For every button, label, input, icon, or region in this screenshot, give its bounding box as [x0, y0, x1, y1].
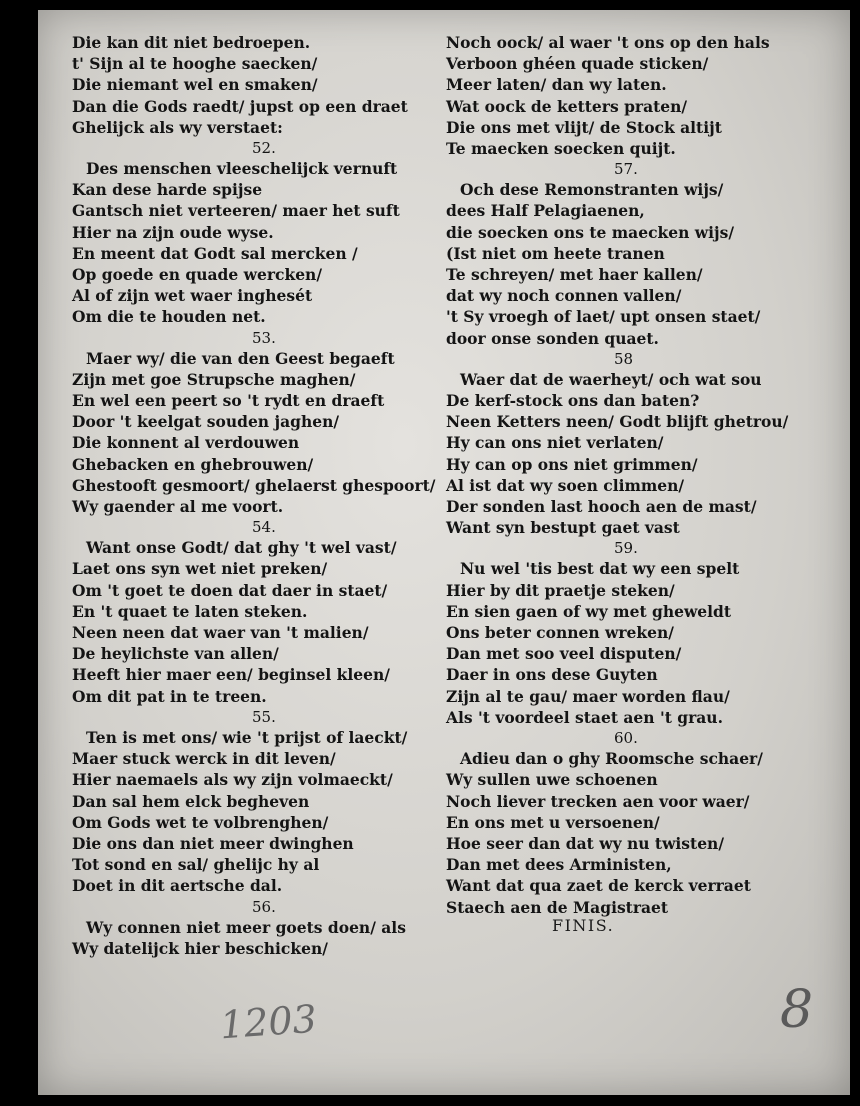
stanza-number: 56. — [252, 897, 276, 916]
verse-line: Zijn met goe Strupsche maghen/ — [72, 369, 356, 389]
verse-line: Nu wel 'tis best dat wy een spelt — [460, 559, 740, 579]
verse-line: Waer dat de waerheyt/ och wat sou — [460, 369, 762, 389]
verse-line: Om die te houden net. — [72, 307, 266, 327]
verse-line: En 't quaet te laten steken. — [72, 601, 308, 621]
verse-line: Des menschen vleeschelijck vernuft — [86, 159, 398, 179]
verse-line: Die ons met vlijt/ de Stock altijt — [446, 117, 722, 137]
verse-line: Kan dese harde spijse — [72, 180, 263, 200]
stanza-number: 52. — [252, 139, 276, 158]
verse-line: Als 't voordeel staet aen 't grau. — [446, 707, 723, 727]
verse-line: Doet in dit aertsche dal. — [72, 876, 283, 896]
verse-line: Om Gods wet te volbrenghen/ — [72, 812, 329, 832]
left-column — [72, 32, 472, 959]
verse-line: Te maecken soecken quijt. — [446, 139, 676, 159]
stanza — [446, 728, 846, 918]
verse-line: dat wy noch connen vallen/ — [446, 286, 682, 306]
verse-line: Ghebacken en ghebrouwen/ — [72, 454, 314, 474]
verse-line: Dan sal hem elck begheven — [72, 791, 310, 811]
verse-line: Daer in ons dese Guyten — [446, 665, 658, 685]
verse-line: Want dat qua zaet de kerck verraet — [446, 876, 751, 896]
verse-line: Neen Ketters neen/ Godt blijft ghetrou/ — [446, 412, 789, 432]
verse-line: En wel een peert so 't rydt en draeft — [72, 391, 385, 411]
verse-line: Laet ons syn wet niet preken/ — [72, 559, 328, 579]
verse-line: Neen neen dat waer van 't malien/ — [72, 623, 369, 643]
verse-line: Die ons dan niet meer dwinghen — [72, 833, 354, 853]
verse-line: Die kan dit niet bedroepen. — [72, 33, 311, 52]
stanza — [446, 159, 846, 349]
verse-line: Och dese Remonstranten wijs/ — [460, 180, 724, 200]
verse-line: Hier na zijn oude wyse. — [72, 222, 274, 242]
stanza — [446, 349, 846, 539]
stanza — [72, 517, 472, 707]
verse-line: Dan die Gods raedt/ jupst op een draet — [72, 96, 408, 116]
verse-line: Te schreyen/ met haer kallen/ — [446, 265, 703, 285]
verse-line: Ten is met ons/ wie 't prijst of laeckt/ — [86, 727, 408, 747]
handwritten-page-number: 8 — [780, 980, 814, 1040]
verse-line: Wy datelijck hier beschicken/ — [72, 938, 328, 958]
verse-line: Staech aen de Magistraet — [446, 897, 669, 917]
stanza — [72, 707, 472, 897]
verse-line: Meer laten/ dan wy laten. — [446, 75, 667, 95]
handwritten-catalog-number: 1203 — [218, 996, 319, 1048]
verse-line: Om dit pat in te treen. — [72, 686, 267, 706]
verse-line: 't Sy vroegh of laet/ upt onsen staet/ — [446, 307, 761, 327]
verse-line: Der sonden last hooch aen de mast/ — [446, 497, 757, 517]
verse-line: Al of zijn wet waer inghesét — [72, 286, 313, 306]
verse-line: Ghestooft gesmoort/ ghelaerst ghespoort/ — [72, 475, 436, 495]
verse-line: Al ist dat wy soen climmen/ — [446, 475, 685, 495]
book-page — [38, 10, 850, 1095]
verse-line: Wat oock de ketters praten/ — [446, 96, 688, 116]
verse-line: Ons beter connen wreken/ — [446, 623, 674, 643]
verse-line: dees Half Pelagiaenen, — [446, 201, 645, 221]
verse-line: Hier naemaels als wy zijn volmaeckt/ — [72, 770, 393, 790]
stanza-number: 53. — [252, 328, 276, 347]
stanza — [72, 138, 472, 328]
verse-line: Want onse Godt/ dat ghy 't wel vast/ — [86, 538, 397, 558]
stanza — [72, 32, 472, 138]
verse-line: Zijn al te gau/ maer worden flau/ — [446, 686, 730, 706]
verse-line: Want syn bestupt gaet vast — [446, 518, 680, 538]
verse-line: Die konnent al verdouwen — [72, 433, 300, 453]
verse-line: Heeft hier maer een/ beginsel kleen/ — [72, 665, 390, 685]
verse-line: Dan met soo veel disputen/ — [446, 644, 682, 664]
verse-line: (Ist niet om heete tranen — [446, 243, 665, 263]
verse-line: Verboon ghéen quade sticken/ — [446, 54, 709, 74]
stanza — [72, 328, 472, 518]
verse-line: Om 't goet te doen dat daer in staet/ — [72, 580, 388, 600]
verse-line: De kerf-stock ons dan baten? — [446, 391, 700, 411]
verse-line: die soecken ons te maecken wijs/ — [446, 222, 734, 242]
verse-line: Dan met dees Arministen, — [446, 855, 672, 875]
verse-line: Ghelijck als wy verstaet: — [72, 117, 283, 137]
verse-line: Wy connen niet meer goets doen/ als — [86, 917, 406, 937]
right-column — [446, 32, 846, 918]
verse-line: Op goede en quade wercken/ — [72, 265, 322, 285]
verse-line: t' Sijn al te hooghe saecken/ — [72, 54, 318, 74]
verse-line: Wy sullen uwe schoenen — [446, 770, 658, 790]
verse-line: Hy can op ons niet grimmen/ — [446, 454, 698, 474]
verse-line: Adieu dan o ghy Roomsche schaer/ — [460, 749, 763, 769]
stanza — [446, 538, 846, 728]
stanza-number: 58 — [614, 349, 634, 368]
verse-line: Wy gaender al me voort. — [72, 497, 284, 517]
verse-line: Door 't keelgat souden jaghen/ — [72, 412, 340, 432]
verse-line: Noch oock/ al waer 't ons op den hals — [446, 33, 770, 52]
verse-line: Hoe seer dan dat wy nu twisten/ — [446, 833, 724, 853]
verse-line: Tot sond en sal/ ghelijc hy al — [72, 855, 320, 875]
stanza-number: 57. — [614, 160, 638, 179]
stanza — [446, 32, 846, 159]
verse-line: En sien gaen of wy met gheweldt — [446, 601, 732, 621]
finis-text: FINIS. — [552, 916, 615, 935]
verse-line: En meent dat Godt sal mercken / — [72, 243, 358, 263]
verse-line: En ons met u versoenen/ — [446, 812, 660, 832]
verse-line: Gantsch niet verteeren/ maer het suft — [72, 201, 400, 221]
verse-line: Maer stuck werck in dit leven/ — [72, 749, 336, 769]
stanza-number: 59. — [614, 539, 638, 558]
verse-line: Die niemant wel en smaken/ — [72, 75, 318, 95]
stanza-number: 60. — [614, 729, 638, 748]
verse-line: Hy can ons niet verlaten/ — [446, 433, 664, 453]
stanza — [72, 897, 472, 959]
stanza-number: 54. — [252, 518, 276, 537]
stanza-number: 55. — [252, 707, 276, 726]
verse-line: Hier by dit praetje steken/ — [446, 580, 675, 600]
verse-line: Noch liever trecken aen voor waer/ — [446, 791, 750, 811]
verse-line: Maer wy/ die van den Geest begaeft — [86, 348, 395, 368]
verse-line: De heylichste van allen/ — [72, 644, 279, 664]
verse-line: door onse sonden quaet. — [446, 328, 659, 348]
